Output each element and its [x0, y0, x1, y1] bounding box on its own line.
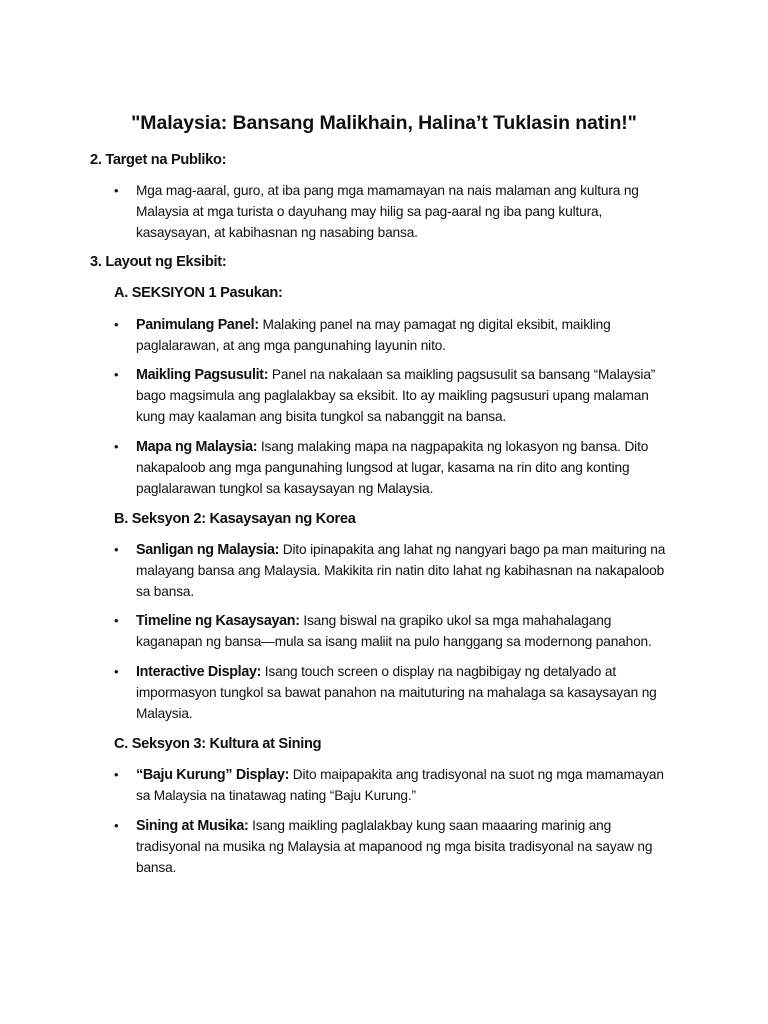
bullet-icon: • — [114, 664, 119, 679]
item-text: Isang malaking mapa na nagpapakita ng lokasyon ng bansa. Dito nakapaloob ang mga pangunahing lungsod at lugar, kasama na rin dito ang konting paglalarawan tungkol sa kasaysayan ng Malaysia. — [136, 439, 649, 496]
list-item-sanligan-ng-malaysia — [136, 540, 676, 602]
item-text: Isang maikling paglalakbay kung saan maaaring marinig ang tradisyonal na musika ng Malaysia at mapanood ng mga bisita tradisyonal na sayaw ng bansa. — [136, 818, 653, 875]
bullet-icon: • — [114, 317, 119, 332]
item-label: Mapa ng Malaysia: — [136, 439, 258, 455]
list-item-sining-at-musika — [136, 816, 676, 878]
list-item-interactive-display — [136, 662, 676, 724]
list-item-timeline — [136, 611, 676, 653]
bullet-icon: • — [114, 542, 119, 557]
bullet-icon: • — [114, 613, 119, 628]
bullet-icon: • — [114, 818, 119, 833]
bullet-icon: • — [114, 183, 119, 198]
document-title: "Malaysia: Bansang Malikhain, Halina’t Tuklasin natin!" — [131, 112, 637, 134]
item-text: Dito maipapakita ang tradisyonal na suot ng mga mamamayan sa Malaysia na tinatawag nating “Baju Kurung.” — [136, 767, 664, 803]
item-text: Malaking panel na may pamagat ng digital eksibit, maikling paglalarawan, at ang mga pangunahing layunin nito. — [136, 317, 611, 353]
subsection-heading-seksiyon-1: A. SEKSIYON 1 Pasukan: — [114, 285, 283, 301]
subsection-heading-seksyon-2: B. Seksyon 2: Kasaysayan ng Korea — [114, 511, 356, 527]
item-text: Isang biswal na grapiko ukol sa mga mahahalagang kaganapan ng bansa—mula sa isang maliit na pulo hanggang sa modernong panahon. — [136, 613, 652, 649]
list-item-target-publiko — [136, 181, 676, 243]
item-text: Panel na nakalaan sa maikling pagsusulit sa bansang “Malaysia” bago magsimula ang paglalakbay sa eksibit. Ito ay maikling pagsusuri upang malaman kung may kaalaman ang bisita tungkol sa nabanggit na bansa. — [136, 367, 656, 424]
item-label: Panimulang Panel: — [136, 317, 259, 333]
item-label: Sining at Musika: — [136, 818, 249, 834]
item-text: Isang touch screen o display na nagbibigay ng detalyado at impormasyon tungkol sa bawat panahon na maituturing na mahalaga sa kasaysayan ng Malaysia. — [136, 664, 657, 721]
list-item-maikling-pagsusulit — [136, 365, 676, 427]
list-item-panimulang-panel — [136, 315, 676, 357]
section-heading-target-publiko: 2. Target na Publiko: — [90, 152, 227, 168]
bullet-icon: • — [114, 767, 119, 782]
bullet-icon: • — [114, 367, 119, 382]
list-item-mapa-ng-malaysia — [136, 437, 676, 499]
item-label: Sanligan ng Malaysia: — [136, 542, 280, 558]
item-text: Mga mag-aaral, guro, at iba pang mga mamamayan na nais malaman ang kultura ng Malaysia at mga turista o dayuhang may hilig sa pag-aaral ng iba pang kultura, kasaysayan, at kabihasnan ng nasabing bansa. — [136, 183, 639, 240]
item-label: Timeline ng Kasaysayan: — [136, 613, 300, 629]
item-label: Maikling Pagsusulit: — [136, 367, 269, 383]
item-label: “Baju Kurung” Display: — [136, 767, 290, 783]
item-label: Interactive Display: — [136, 664, 262, 680]
section-heading-layout: 3. Layout ng Eksibit: — [90, 254, 227, 270]
item-text: Dito ipinapakita ang lahat ng nangyari bago pa man maituring na malayang bansa ang Malaysia. Makikita rin natin dito lahat ng kabihasnan na nakapaloob sa bansa. — [136, 542, 666, 599]
list-item-baju-kurung — [136, 765, 676, 807]
bullet-icon: • — [114, 439, 119, 454]
subsection-heading-seksyon-3: C. Seksyon 3: Kultura at Sining — [114, 736, 322, 752]
